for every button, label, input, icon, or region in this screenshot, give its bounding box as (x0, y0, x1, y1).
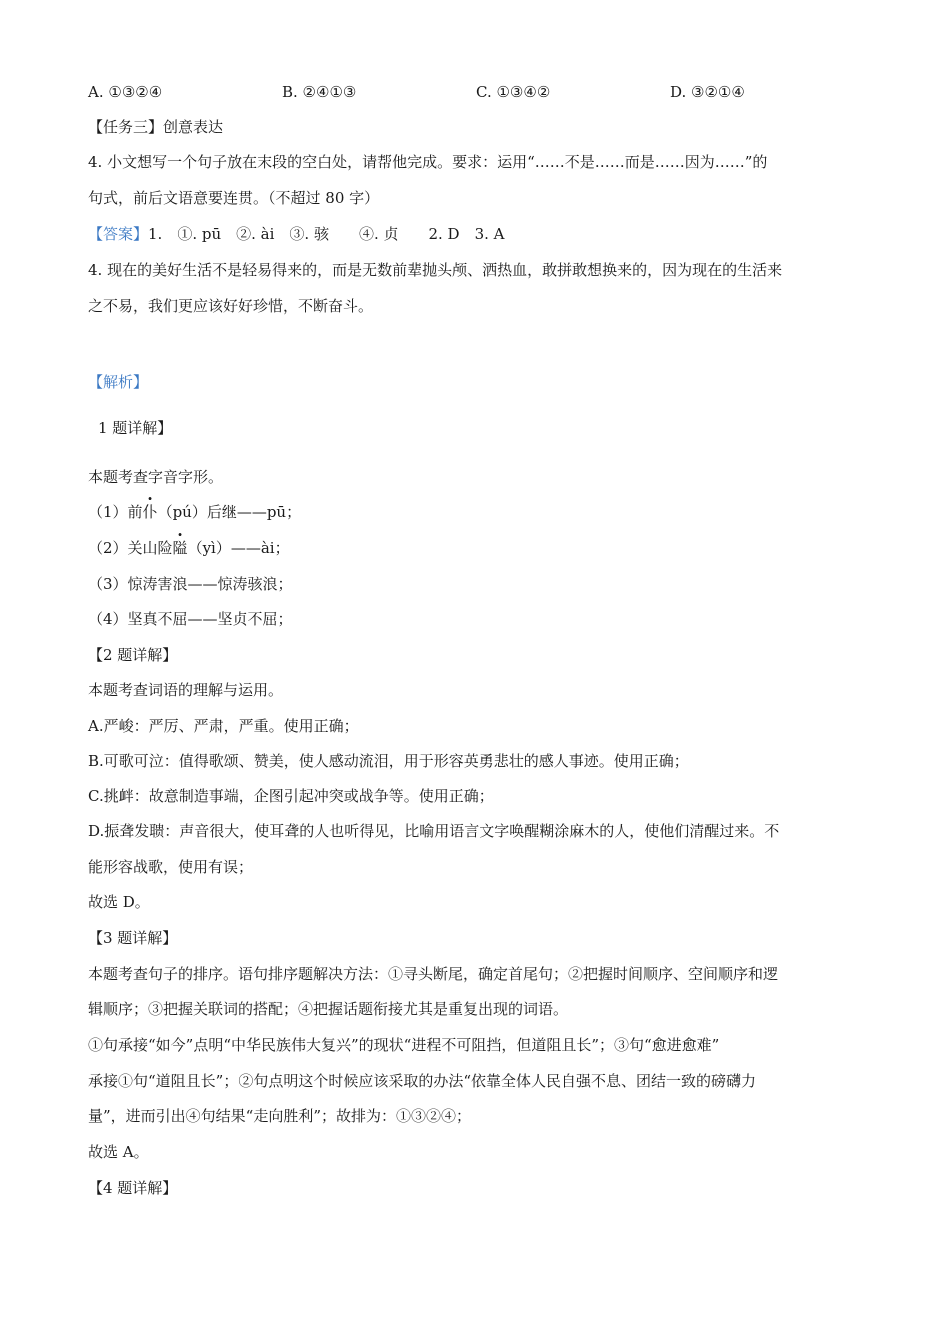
task3-heading: 【任务三】创意表达 (88, 118, 224, 136)
q1-item-4: （4）坚真不屈——坚贞不屈； (88, 610, 293, 628)
q2-intro: 本题考查词语的理解与运用。 (88, 681, 284, 699)
q2-option-d-line-2: 能形容战歌，使用有误； (88, 858, 254, 876)
q3-choice: 故选 A。 (88, 1143, 149, 1161)
q3-heading: 【3 题详解】 (88, 929, 178, 947)
q1-heading: 1 题详解】 (98, 419, 173, 437)
answer-4-line-2: 之不易，我们更应该好好珍惜，不断奋斗。 (88, 297, 374, 315)
q1-item-3: （3）惊涛害浪——惊涛骇浪； (88, 575, 293, 593)
answer-line (88, 224, 505, 244)
q3-line-3: ①句承接“如今”点明“中华民族伟大复兴”的现状“进程不可阻挡，但道阻且长”；③句“愈进愈难” (88, 1036, 720, 1054)
q2-option-a: A.严峻：严厉、严肃，严重。使用正确； (88, 717, 359, 735)
option-a: A. ①③②④ (88, 83, 163, 101)
q4-heading: 【4 题详解】 (88, 1179, 178, 1197)
q1-item-1-post: （pú）后继——pū； (157, 503, 302, 521)
q2-option-d-line-1: D.振聋发聩：声音很大，使耳聋的人也听得见，比喻用语言文字唤醒糊涂麻木的人，使他们清醒过来。不 (88, 822, 780, 840)
q1-item-2-pre: （2）关山险 (88, 539, 173, 557)
option-d: D. ③②①④ (670, 83, 745, 101)
q2-option-c: C.挑衅：故意制造事端，企图引起冲突或战争等。使用正确； (88, 787, 494, 805)
q2-option-b: B.可歌可泣：值得歌颂、赞美，使人感动流泪，用于形容英勇悲壮的感人事迹。使用正确； (88, 752, 689, 770)
analysis-label: 【解析】 (88, 373, 149, 391)
q1-item-2-post: （yì）——ài； (187, 539, 290, 557)
q2-heading: 【2 题详解】 (88, 646, 178, 664)
q3-line-1: 本题考查句子的排序。语句排序题解决方法：①寻头断尾，确定首尾句；②把握时间顺序、空间顺序和逻 (88, 965, 779, 983)
emphasis-dot-char: 仆 (142, 503, 158, 521)
answer-4-line-1: 4. 现在的美好生活不是轻易得来的，而是无数前辈抛头颅、洒热血，敢拼敢想换来的，因为现在的生活来 (88, 261, 783, 279)
q2-choice: 故选 D。 (88, 893, 150, 911)
q3-line-5: 量”，进而引出④句结果“走向胜利”；故排为：①③②④； (88, 1107, 472, 1125)
option-b: B. ②④①③ (282, 83, 357, 101)
q1-item-1 (88, 502, 301, 522)
emphasis-dot-char: 隘 (172, 539, 188, 557)
answer-label: 【答案】 (88, 225, 149, 243)
q3-line-4: 承接①句“道阻且长”；②句点明这个时候应该采取的办法“依靠全体人民自强不息、团结一致的磅礴力 (88, 1072, 757, 1090)
question-4-line-2: 句式，前后文语意要连贯。（不超过 80 字） (88, 189, 380, 207)
q1-item-2 (88, 538, 290, 558)
q1-intro: 本题考查字音字形。 (88, 468, 224, 486)
option-c: C. ①③④② (476, 83, 551, 101)
q1-item-1-pre: （1）前 (88, 503, 143, 521)
answer-items: 1. ①. pū ②. ài ③. 骇 ④. 贞 2. D 3. A (148, 225, 505, 243)
q3-line-2: 辑顺序；③把握关联词的搭配；④把握话题衔接尤其是重复出现的词语。 (88, 1000, 569, 1018)
question-4-line-1: 4. 小文想写一个句子放在末段的空白处，请帮他完成。要求：运用“……不是……而是……因为……”的 (88, 153, 768, 171)
